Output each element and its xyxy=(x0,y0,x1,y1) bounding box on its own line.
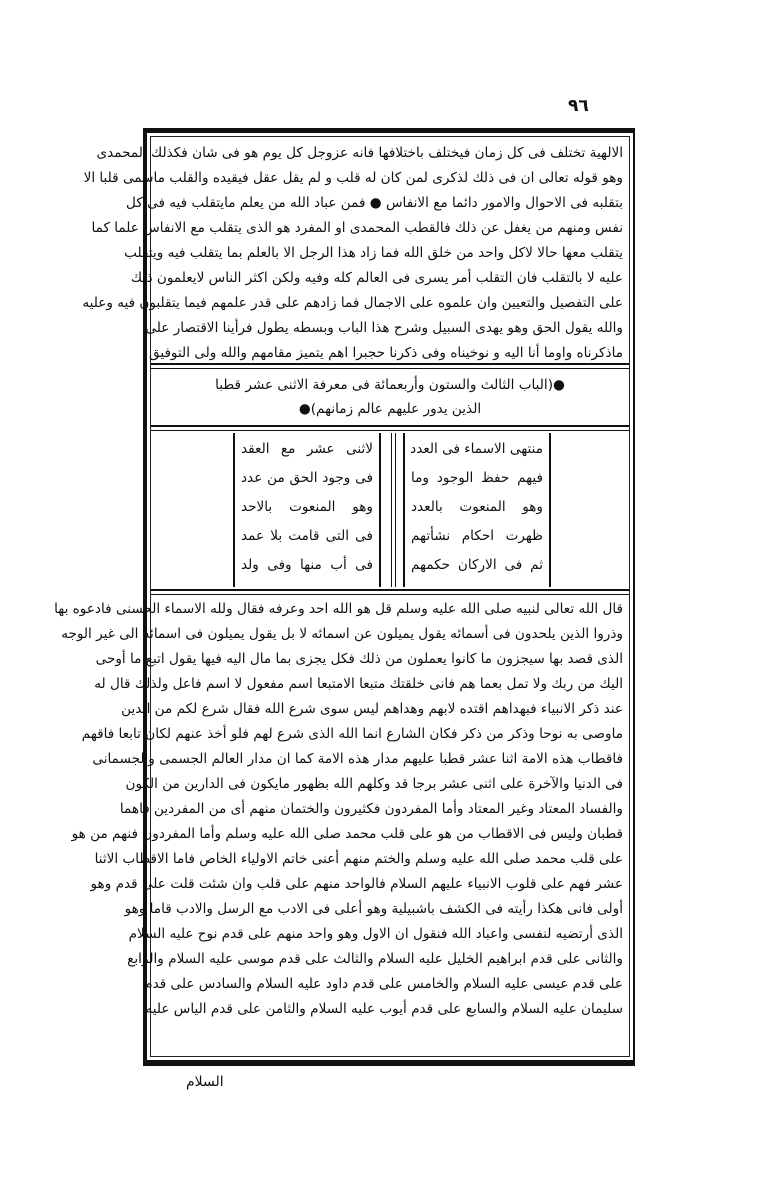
text-line: وهو قوله تعالى ان فى ذلك لذكرى لمن كان له قلب و لم يقل عقل فيقيده والقلب ماسمى قلبا الا xyxy=(83,170,623,186)
body-text-top xyxy=(82,141,623,366)
poem-separator xyxy=(391,433,396,587)
text-line: والثانى على قدم ابراهيم الخليل عليه السلام والثالث على قدم موسى عليه السلام والرابع xyxy=(127,951,623,967)
catchword: السلام xyxy=(186,1074,224,1090)
poem-hemistich: وهو المنعوت بالعدد xyxy=(411,499,543,515)
poem-hemistich: ظهرت احكام نشأتهم xyxy=(411,528,543,544)
text-line: عليه لا بالتقلب فان التقلب أمر يسرى فى العالم كله وفيه ولكن اكثر الناس لايعلمون ذلك xyxy=(130,270,623,286)
double-rule xyxy=(151,589,629,595)
body-text-bottom xyxy=(54,597,623,1022)
double-rule xyxy=(151,425,629,431)
poem-column-right xyxy=(403,433,551,587)
text-line: والفساد المعتاد وغير المعتاد وأما المفردون فكثيرون والختمان منهم أى من المفردين فاهما xyxy=(119,801,623,817)
text-line: ماوصى به نوحا وذكر من ذكر فكان الشارع انما الله الذى شرع لهم فلو أخذ عنهم لكان تابعا فاقهم xyxy=(81,726,623,742)
text-line: على التفصيل والتعيين وان علموه على الاجمال فما زادهم على قدر علمهم فيما يتقلبون فيه وعليه xyxy=(82,295,623,311)
text-line: عند ذكر الانبياء فبهداهم اقتده لابهم وهداهم ليس سوى شرع الله فقال شرع لكم من الدين xyxy=(121,701,623,717)
text-line: والله يقول الحق وهو يهدى السبيل وشرح هذا الباب وبسطه يطول فرأينا الاقتصار على xyxy=(145,320,623,336)
poem-column-left xyxy=(233,433,381,587)
page-frame xyxy=(54,128,635,1066)
double-rule xyxy=(151,363,629,369)
poem-hemistich: لاثنى عشر مع العقد xyxy=(241,441,373,457)
poem-hemistich: وهو المنعوت بالاحد xyxy=(241,499,373,515)
text-line: الالهية تختلف فى كل زمان فيختلف باختلافها فانه عزوجل كل يوم هو فى شان فكذلك المحمدى xyxy=(96,145,623,161)
page-number: ٩٦ xyxy=(568,96,589,116)
heading-line: ●(الباب الثالث والستون وأربعمائة فى معرفة الاثنى عشر قطبا xyxy=(215,377,565,393)
poem-hemistich: فى وجود الحق من عدد xyxy=(241,470,373,486)
poem-hemistich: ثم فى الاركان حكمهم xyxy=(411,557,543,573)
poem-hemistich: منتهى الاسماء فى العدد xyxy=(410,441,543,457)
text-line: الذى قصد بها سيجزون ما كانوا يعملون من ذلك فكل يجزى بما مال اليه فيها يقول اتبع ما أوحى xyxy=(95,651,623,667)
text-line: ماذكرناه واوما أنا اليه و نوخيناه وفى ذكرنا حجبرا اهم يتميز مقامهم والله ولى التوفيق xyxy=(149,345,623,361)
text-line: اليك من ربك ولا تمل بعما هم فانى خلقتك متبعا الامتبعا اسم مفعول لا اسم فاعل ولذلك قال له xyxy=(94,676,623,692)
text-line: عشر فهم على قلوب الانبياء عليهم السلام فالواحد منهم على قلب وان شئت قلت على قدم وهو xyxy=(90,876,623,892)
text-line: فى الدنيا والآخرة على اثنى عشر برجا قد وكلهم الله بظهور مايكون فى الدارين من الكون xyxy=(125,776,623,792)
chapter-heading xyxy=(151,373,629,421)
poem-hemistich: فى أب منها وفى ولد xyxy=(241,557,373,573)
text-line: الذى أرتضيه لنفسى واعباد الله فنقول ان الاول وهو واحد منهم على قدم نوح عليه السلام xyxy=(128,926,623,942)
text-line: نفس ومنهم من يغفل عن ذلك فالقطب المحمدى او المفرد هو الذى يتقلب مع الانفاس علما كما xyxy=(91,220,623,236)
text-line: أولى فانى هكذا رأيته فى الكشف باشبيلية وهو أعلى فى الادب مع الرسل والادب قاما وهو xyxy=(124,901,623,917)
inner-frame xyxy=(54,136,630,1057)
text-line: وذروا الذين يلحدون فى أسمائه يقول يميلون عن اسمائه لا بل يقول يميلون فى اسمائه الى غير الوجه xyxy=(61,626,623,642)
poem-hemistich: فى التى قامت بلا عمد xyxy=(241,528,373,544)
text-line: قال الله تعالى لنبيه صلى الله عليه وسلم قل هو الله احد وعرفه فقال ولله الاسماء الحسنى فادعوه بها xyxy=(54,601,623,617)
text-line: سليمان عليه السلام والسابع على قدم أيوب عليه السلام والثامن على قدم الياس عليه xyxy=(145,1001,623,1017)
text-line: قطبان وليس فى الاقطاب من هو على قلب محمد صلى الله عليه وسلم وأما المفردون فنهم من هو xyxy=(71,826,623,842)
poem-table xyxy=(151,433,629,593)
text-line: على قلب محمد صلى الله عليه وسلم والختم منهم أعنى خاتم الاولياء الخاص فاما الاقطاب الاثنا xyxy=(94,851,623,867)
poem-hemistich: فيهم حفظ الوجود وما xyxy=(411,470,543,486)
heading-line: الذين يدور عليهم عالم زمانهم)● xyxy=(298,401,482,417)
text-line: على قدم عيسى عليه السلام والخامس على قدم داود عليه السلام والسادس على قدم xyxy=(144,976,623,992)
text-line: يتقلب معها حالا لاكل واحد من خلق الله فما زاد هذا الرجل الا بالعلم بما يتقلب فيه ويتقلب xyxy=(124,245,623,261)
text-line: فاقطاب هذه الامة اثنا عشر قطبا عليهم مدار هذه الامة كما ان مدار العالم الجسمى والجسمانى xyxy=(92,751,623,767)
text-line: بتقلبه فى الاحوال والامور دائما مع الانفاس ● فمن عباد الله من يعلم مايتقلب فيه فى كل xyxy=(126,195,623,211)
